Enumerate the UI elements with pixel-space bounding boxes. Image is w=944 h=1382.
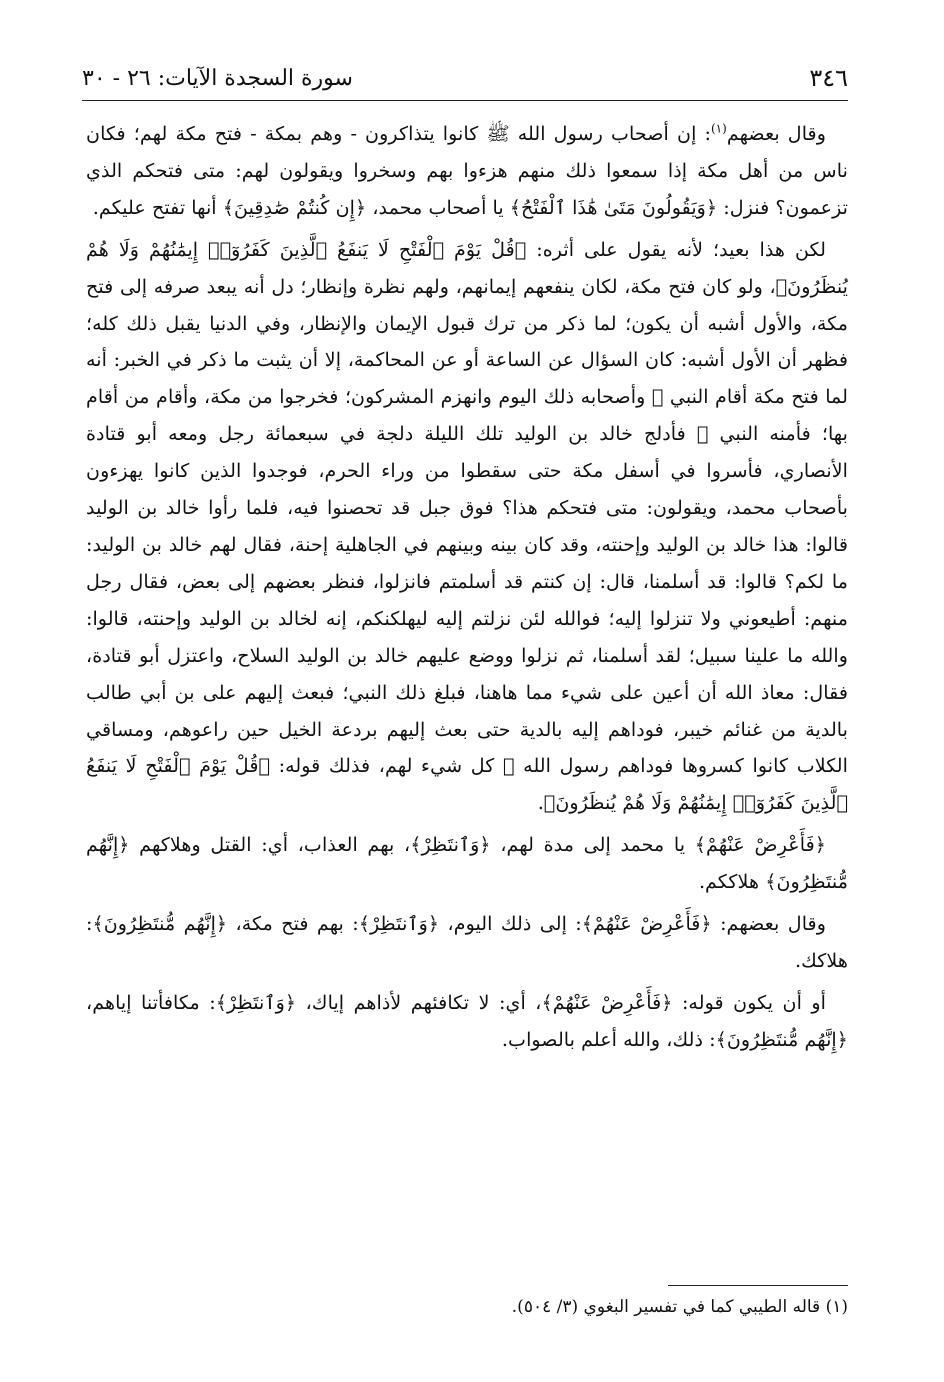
page-number: ٣٤٦ <box>809 64 848 92</box>
paragraph-1 <box>86 116 848 227</box>
running-title: سورة السجدة الآيات: ٢٦ - ٣٠ <box>82 65 353 91</box>
paragraph-4: وقال بعضهم: ﴿فَأَعْرِضْ عَنْهُمْ﴾: إلى ذلك اليوم، ﴿وَٱنتَظِرْ﴾: بهم فتح مكة، ﴿إِنَّهُم مُّنتَظِرُونَ﴾: هلاكك. <box>86 912 848 972</box>
footnote: (١) قاله الطيبي كما في تفسير البغوي (٣/ ٥٠٤). <box>511 1297 848 1317</box>
footnote-ref[interactable]: (١) <box>710 121 727 136</box>
paragraph-5: أو أن يكون قوله: ﴿فَأَعْرِضْ عَنْهُمْ﴾، أي: لا تكافئهم لأذاهم إياك، ﴿وَٱنتَظِرْ﴾: مكافأتنا إياهم، ﴿إِنَّهُم مُّنتَظِرُونَ﴾: ذلك، والله أعلم بالصواب. <box>86 990 848 1051</box>
main-text <box>86 116 848 1059</box>
running-header <box>82 56 848 101</box>
paragraph-2: لكن هذا بعيد؛ لأنه يقول على أثره: ﴿قُلْ يَوْمَ ٱلْفَتْحِ لَا يَنفَعُ ٱلَّذِينَ كَفَرُوٓا۟ إِيمَٰنُهُمْ وَلَا هُمْ يُنظَرُونَ﴾، ولو كان فتح مكة، لكان ينفعهم إيمانهم، ولهم نظرة وإنظار؛ دل أنه يبعد صرفه إلى فتح مكة، والأول أشبه أن يكون؛ لما ذكر من ترك قبول الإيمان والإنظار، وفي الدنيا يقبل ذلك كله؛ فظهر أن الأول أشبه: كان السؤال عن الساعة أو عن المحاكمة، إلا أن يثبت ما ذكر في الخبر: أنه لما فتح مكة أقام النبي ﷺ وأصحابه ذلك اليوم وانهزم المشركون؛ فخرجوا من مكة، وأقام من أقام بها؛ فأمنه النبي ﷺ فأدلج خالد بن الوليد تلك الليلة دلجة في سبعمائة رجل ومعه أبو قتادة الأنصاري، فأسروا في أسفل مكة حتى سقطوا من وراء الحرم، فوجدوا الذين كانوا يهزءون بأصحاب محمد، ويقولون: متى فتحكم هذا؟ فوق جبل قد تحصنوا فيه، فلما رأوا خالد بن الوليد قالوا: هذا خالد بن الوليد وإحنته، وقد كان بينه وبينهم في الجاهلية إحنة، فقال لهم خالد بن الوليد: ما لكم؟ قالوا: قد أسلمنا، قال: إن كنتم قد أسلمتم فانزلوا، فنظر بعضهم إلى بعض، فقال رجل منهم: أطيعوني ولا تنزلوا إليه؛ فوالله لئن نزلتم إليه ليهلكنكم، إنه لخالد بن الوليد وإحنته، قالوا: والله ما علينا سبيل؛ لقد أسلمنا، ثم نزلوا ووضع عليهم خالد بن الوليد السلاح، واعتزل أبو قتادة، فقال: معاذ الله أن أعين على شيء مما هاهنا، فبلغ ذلك النبي؛ فبعث إليهم على بن أبي طالب بالدية من غنائم خيبر، فوداهم إليه بالدية حتى بعث إليهم بردعة الخيل حين راعوهم، ومساقي الكلاب كانوا كسروها فوداهم رسول الله ﷺ كل شيء لهم، فذلك قوله: ﴿قُلْ يَوْمَ ٱلْفَتْحِ لَا يَنفَعُ ٱلَّذِينَ كَفَرُوٓا۟ إِيمَٰنُهُمْ وَلَا هُمْ يُنظَرُونَ﴾. <box>86 237 848 815</box>
paragraph-1-text: : إن أصحاب رسول الله ﷺ كانوا يتذاكرون - وهم بمكة - فتح مكة لهم؛ فكان ناس من أهل مكة إذا سمعوا ذلك منهم هزءوا بهم وسخروا ويقولون لهم: متى فتحكم الذي تزعمون؟ فنزل: ﴿وَيَقُولُونَ مَتَىٰ هَٰذَا ٱلْفَتْحُ﴾ يا أصحاب محمد، ﴿إِن كُنتُمْ صَٰدِقِينَ﴾ أنها تفتح عليكم. <box>86 122 848 219</box>
paragraph-3: ﴿فَأَعْرِضْ عَنْهُمْ﴾ يا محمد إلى مدة لهم، ﴿وَٱنتَظِرْ﴾، بهم العذاب، أي: القتل وهلاكهم ﴿إِنَّهُم مُّنتَظِرُونَ﴾ هلاككم. <box>86 833 848 894</box>
footnote-divider <box>668 1285 848 1286</box>
paragraph-1-lead: وقال بعضهم <box>726 122 826 145</box>
